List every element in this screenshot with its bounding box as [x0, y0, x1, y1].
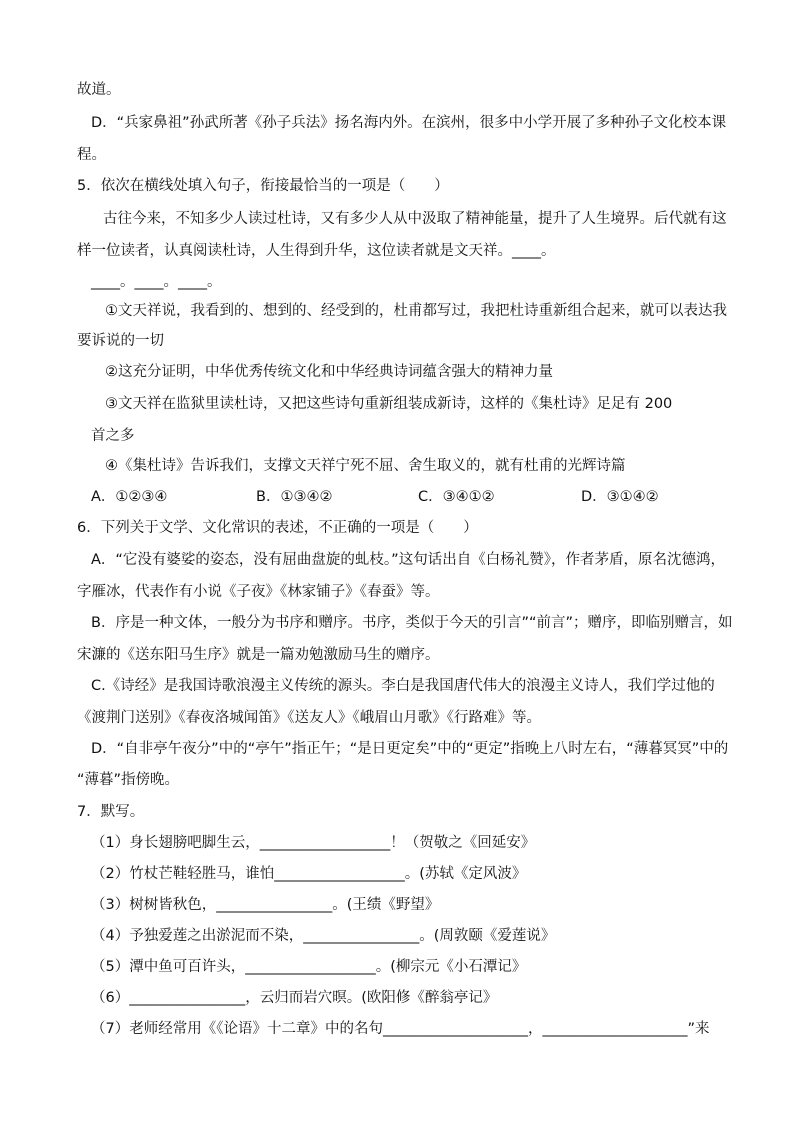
sentence-4: ④《集杜诗》告诉我们，支撑文天祥宁死不屈、舍生取义的，就有杜甫的光辉诗篇: [105, 458, 626, 474]
option-a-cont: 字雁冰，代表作有小说《子夜》《林家铺子》《春蚕》等。: [77, 584, 440, 600]
question-7-stem: 7．默写。: [77, 804, 145, 820]
text-line: 程。: [77, 147, 106, 163]
passage-line: 样一位读者，认真阅读杜诗，人生得到升华，这位读者就是文天祥。____。: [77, 243, 556, 259]
sentence-2: ②这充分证明，中华优秀传统文化和中华经典诗词蕴含强大的精神力量: [105, 364, 553, 380]
option-d-cont: “薄暮”指傍晚。: [77, 772, 180, 788]
sentence-1-cont: 要诉说的一切: [77, 333, 164, 349]
option-a: A．“它没有婆娑的姿态，没有屈曲盘旋的虬枝。”这句话出自《白杨礼赞》，作者茅盾，原名沈德鸿，: [91, 552, 725, 568]
dictation-item: （7）老师经常用《《论语》十二章》中的名句____________________，____________________”来: [91, 1021, 710, 1037]
dictation-item: （2）竹杖芒鞋轻胜马，谁怕__________________。(苏轼《定风波》: [91, 866, 527, 882]
option-c: C.《诗经》是我国诗歌浪漫主义传统的源头。李白是我国唐代伟大的浪漫主义诗人，我们学过他的: [91, 678, 715, 694]
question-6-stem: 6．下列关于文学、文化常识的表述，不正确的一项是（ ）: [77, 520, 478, 536]
dictation-item: （5）潭中鱼可百许头，__________________。(柳宗元《小石潭记》: [91, 959, 527, 975]
question-5-stem: 5．依次在横线处填入句子，衔接最恰当的一项是（ ）: [77, 178, 449, 194]
text-line: 故道。: [77, 82, 121, 98]
option-b: B．序是一种文体，一般分为书序和赠序。书序，类似于今天的引言”“前言”；赠序，即临别赠言，如: [91, 615, 733, 631]
sentence-3-cont: 首之多: [91, 428, 135, 444]
dictation-item: （4）予独爱莲之出淤泥而不染，________________。(周敦颐《爱莲说》: [91, 928, 556, 944]
option-b-cont: 宋濂的《送东阳马生序》就是一篇劝勉激励马生的赠序。: [77, 647, 440, 663]
option-d: D．“自非亭午夜分”中的“亭午”指正午；“是日更定矣”中的“更定”指晚上八时左右，“薄暮冥冥”中的: [91, 741, 729, 757]
option-d-line: D．“兵家鼻祖”孙武所著《孙子兵法》扬名海内外。在滨州，很多中小学开展了多种孙子文化校本课: [91, 115, 727, 131]
dictation-item: （1）身长翅膀吧脚生云，__________________！（贺敬之《回延安》: [91, 835, 536, 851]
option-d: D．③①④②: [581, 489, 659, 505]
dictation-item: （6）________________，云归而岩穴暝。(欧阳修《醉翁亭记》: [91, 990, 498, 1006]
passage-line: 古往今来，不知多少人读过杜诗，又有多少人从中汲取了精神能量，提升了人生境界。后代就有这: [103, 211, 727, 227]
sentence-1: ①文天祥说，我看到的、想到的、经受到的，杜甫都写过，我把杜诗重新组合起来，就可以表达我: [105, 303, 727, 319]
passage-line: ____。____。____。: [91, 274, 222, 290]
sentence-3: ③文天祥在监狱里读杜诗，又把这些诗句重新组装成新诗，这样的《集杜诗》足足有 200: [105, 396, 673, 412]
option-c: C．③④①②: [418, 489, 495, 505]
option-c-cont: 《渡荆门送别》《春夜洛城闻笛》《送友人》《峨眉山月歌》《行路难》等。: [77, 710, 541, 726]
option-b: B．①③④②: [256, 489, 333, 505]
dictation-item: （3）树树皆秋色，________________。(王绩《野望》: [91, 897, 440, 913]
option-a: A．①②③④: [91, 489, 168, 505]
